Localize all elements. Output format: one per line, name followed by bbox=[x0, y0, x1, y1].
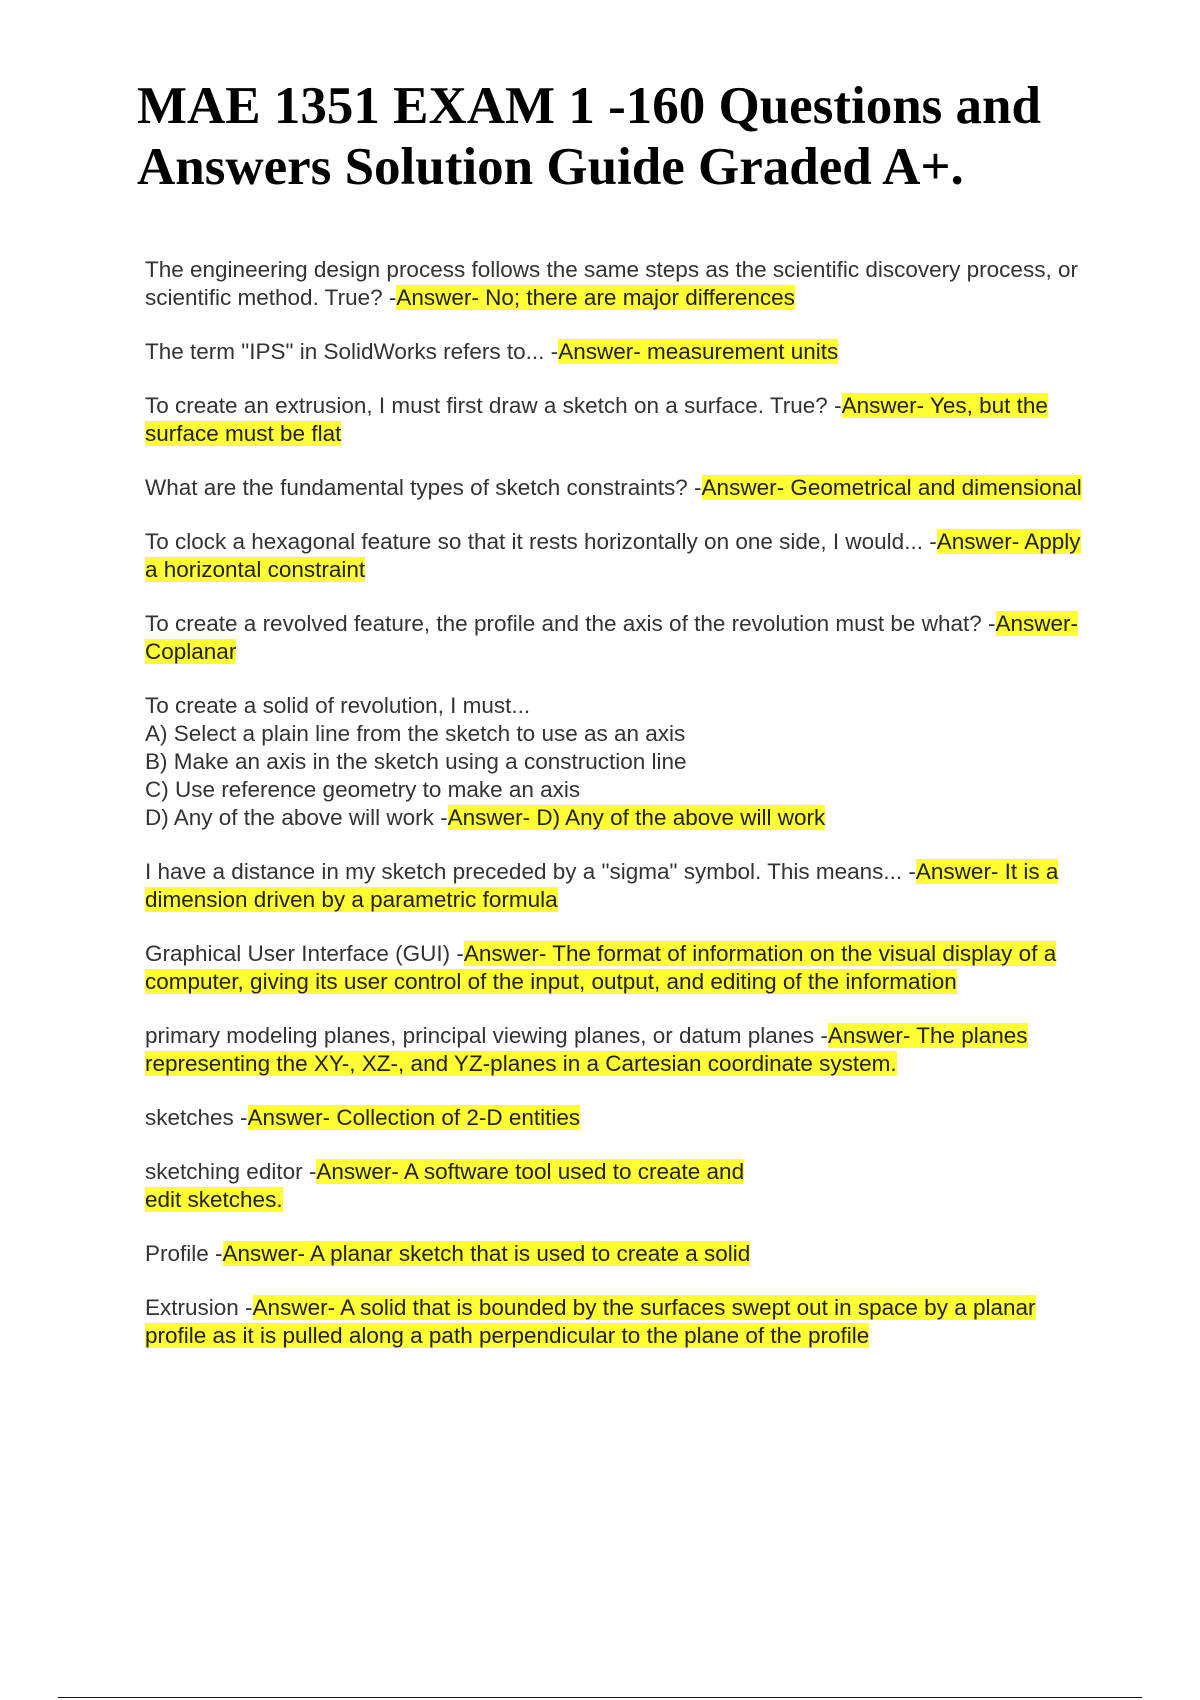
question-text: sketches - bbox=[145, 1105, 248, 1130]
answer-text: Answer- Geometrical and dimensional bbox=[701, 475, 1082, 500]
choice-c: C) Use reference geometry to make an axis bbox=[145, 777, 581, 802]
qa-item bbox=[145, 858, 1095, 914]
choice-b: B) Make an axis in the sketch using a construction line bbox=[145, 749, 687, 774]
question-text: The engineering design process follows the same steps as the scientific discovery process, or scientific method. True? - bbox=[145, 257, 1078, 310]
question-text: To clock a hexagonal feature so that it rests horizontally on one side, I would... - bbox=[145, 529, 937, 554]
choice-d-text: D) Any of the above will work - bbox=[145, 805, 448, 830]
qa-item-multiple-choice bbox=[145, 692, 1095, 832]
answer-text: Answer- measurement units bbox=[558, 339, 839, 364]
answer-text: Answer- A planar sketch that is used to create a solid bbox=[222, 1241, 751, 1266]
qa-item bbox=[145, 528, 1095, 584]
qa-item bbox=[145, 1294, 1095, 1350]
answer-text: Answer- A solid that is bounded by the surfaces swept out in space by a planar profile as it is pulled along a path perpendicular to the plane of the profile bbox=[145, 1295, 1036, 1348]
answer-text: Answer- Apply a horizontal constraint bbox=[145, 529, 1081, 582]
question-text: Extrusion - bbox=[145, 1295, 253, 1320]
answer-text: Answer- Yes, but the surface must be flat bbox=[145, 393, 1048, 446]
qa-item bbox=[145, 610, 1095, 666]
question-text: I have a distance in my sketch preceded by a "sigma" symbol. This means... - bbox=[145, 859, 916, 884]
answer-text: Answer- The format of information on the visual display of a computer, giving its user control of the input, output, and editing of the information bbox=[145, 941, 1057, 994]
qa-item bbox=[145, 1104, 1095, 1132]
qa-item bbox=[145, 1158, 1095, 1214]
qa-item bbox=[145, 338, 1095, 366]
question-text: To create an extrusion, I must first draw a sketch on a surface. True? - bbox=[145, 393, 842, 418]
qa-item bbox=[145, 392, 1095, 448]
answer-text: Answer- It is a dimension driven by a parametric formula bbox=[145, 859, 1059, 912]
qa-item bbox=[145, 256, 1095, 312]
choice-d bbox=[145, 804, 1095, 832]
qa-list bbox=[145, 256, 1095, 1376]
answer-text: Answer- No; there are major differences bbox=[396, 285, 795, 310]
question-text: Profile - bbox=[145, 1241, 223, 1266]
qa-item bbox=[145, 474, 1095, 502]
question-text: primary modeling planes, principal viewing planes, or datum planes - bbox=[145, 1023, 828, 1048]
answer-text: Answer- Coplanar bbox=[145, 611, 1079, 664]
question-text: Graphical User Interface (GUI) - bbox=[145, 941, 464, 966]
page-bottom-rule bbox=[58, 1697, 1142, 1698]
question-text: To create a revolved feature, the profile and the axis of the revolution must be what? - bbox=[145, 611, 996, 636]
qa-item bbox=[145, 1240, 1095, 1268]
answer-text: Answer- The planes representing the XY-, XZ-, and YZ-planes in a Cartesian coordinate system. bbox=[145, 1023, 1028, 1076]
question-text: To create a solid of revolution, I must... bbox=[145, 693, 531, 718]
question-text: sketching editor - bbox=[145, 1159, 317, 1184]
qa-item bbox=[145, 940, 1095, 996]
answer-text-line-1: Answer- A software tool used to create and bbox=[316, 1159, 745, 1184]
answer-text: Answer- Collection of 2-D entities bbox=[247, 1105, 581, 1130]
choice-a: A) Select a plain line from the sketch to use as an axis bbox=[145, 721, 686, 746]
answer-text-line-2: edit sketches. bbox=[145, 1187, 283, 1212]
question-text: The term "IPS" in SolidWorks refers to... - bbox=[145, 339, 559, 364]
qa-item bbox=[145, 1022, 1095, 1078]
answer-text: Answer- D) Any of the above will work bbox=[447, 805, 826, 830]
document-title: MAE 1351 EXAM 1 -160 Questions and Answers Solution Guide Graded A+. bbox=[137, 77, 1042, 196]
question-text: What are the fundamental types of sketch constraints? - bbox=[145, 475, 702, 500]
